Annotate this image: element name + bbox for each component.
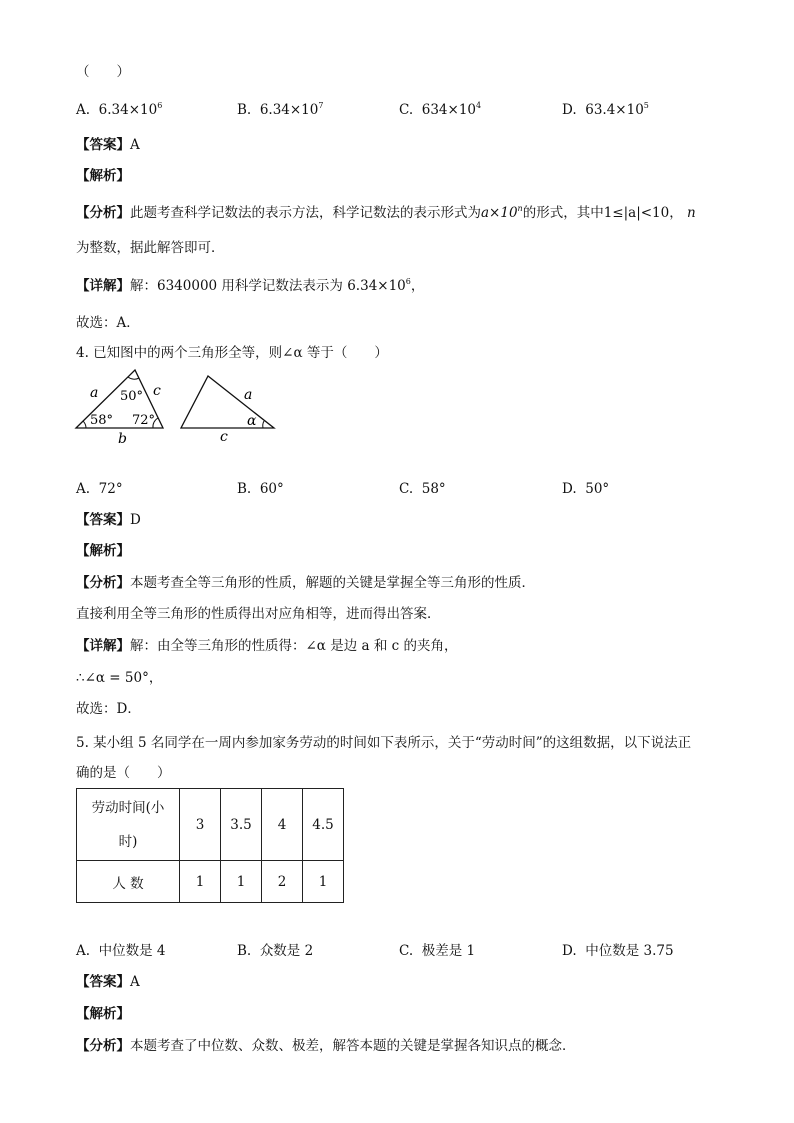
q5-option-b: B. 众数是 2 (237, 943, 314, 959)
table-cell: 3 (180, 789, 221, 861)
label-angle-72: 72° (132, 413, 156, 428)
q5-stem-line2: 确的是（ ） (76, 765, 171, 781)
q4-fenxi-line2: 直接利用全等三角形的性质得出对应角相等，进而得出答案． (76, 606, 441, 622)
label-alpha: α (247, 413, 257, 429)
q3-answer-paren: （ ） (76, 64, 130, 80)
q4-therefore: ∴∠α = 50°， (76, 670, 163, 686)
label-angle-58: 58° (90, 413, 114, 428)
table-cell: 4.5 (303, 789, 344, 861)
table-row (77, 861, 344, 903)
q4-answer: 【答案】D (76, 512, 141, 528)
triangle-2 (181, 376, 274, 428)
q4-conclusion: 故选：D． (76, 701, 141, 717)
q4-triangles-figure (72, 366, 282, 446)
q5-fenxi: 【分析】本题考查了中位数、众数、极差，解答本题的关键是掌握各知识点的概念． (76, 1038, 576, 1054)
table-cell: 1 (180, 861, 221, 903)
label-side-c-2: c (220, 429, 228, 445)
table-cell: 3.5 (221, 789, 262, 861)
q4-option-a: A. 72° (76, 481, 123, 497)
label-side-a-1: a (90, 385, 99, 401)
q5-option-c: C. 极差是 1 (399, 943, 476, 959)
q4-analysis-heading: 【解析】 (76, 543, 130, 559)
q3-fenxi: 【分析】此题考查科学记数法的表示方法，科学记数法的表示形式为$a\times 10^n$的形式，其中1≤|a|<10， n (76, 204, 696, 221)
label-side-a-2: a (244, 387, 253, 403)
q4-stem: 4. 已知图中的两个三角形全等，则∠α 等于（ ） (76, 345, 388, 361)
q4-fenxi: 【分析】本题考查全等三角形的性质，解题的关键是掌握全等三角形的性质． (76, 575, 535, 591)
q3-conclusion: 故选：A． (76, 315, 140, 331)
q5-option-a: A. 中位数是 4 (76, 943, 166, 959)
table-cell: 2 (262, 861, 303, 903)
table-row (77, 789, 344, 861)
label-side-c-1: c (153, 383, 161, 399)
q4-option-d: D. 50° (562, 481, 610, 497)
angle-arc-left (83, 421, 86, 428)
q3-analysis-heading: 【解析】 (76, 168, 130, 184)
table-cell: 1 (303, 861, 344, 903)
q5-stem-line1: 5. 某小组 5 名同学在一周内参加家务劳动的时间如下表所示，关于“劳动时间”的这组数据，以下说法正 (76, 735, 692, 751)
q5-data-table (76, 788, 344, 903)
q3-option-c: C. $634\times 10^4$ (399, 101, 482, 118)
q4-xiangjie: 【详解】解：由全等三角形的性质得：∠α 是边 a 和 c 的夹角， (76, 638, 458, 654)
q3-fenxi-line2: 为整数，据此解答即可． (76, 240, 225, 256)
table-header-cell: 劳动时间(小 时) (77, 789, 180, 861)
label-side-b-1: b (118, 431, 127, 446)
q3-answer: 【答案】A (76, 137, 140, 153)
table-cell: 1 (221, 861, 262, 903)
q4-option-c: C. 58° (399, 481, 446, 497)
q3-option-b: B. $6.34\times 10^7$ (237, 101, 324, 118)
q4-option-b: B. 60° (237, 481, 284, 497)
table-header-cell: 人 数 (77, 861, 180, 903)
table-cell: 4 (262, 789, 303, 861)
q3-option-d: D. $63.4\times 10^5$ (562, 101, 649, 118)
angle-arc-alpha (263, 421, 264, 428)
q5-option-d: D. 中位数是 3.75 (562, 943, 674, 959)
q5-answer: 【答案】A (76, 974, 140, 990)
q3-option-a: A. $6.34\times 10^6$ (76, 101, 163, 118)
label-angle-50: 50° (120, 389, 144, 404)
q5-analysis-heading: 【解析】 (76, 1006, 130, 1022)
q3-xiangjie: 【详解】解：6340000 用科学记数法表示为 $6.34\times 10^6$， (76, 277, 425, 294)
angle-arc-top (128, 377, 139, 379)
